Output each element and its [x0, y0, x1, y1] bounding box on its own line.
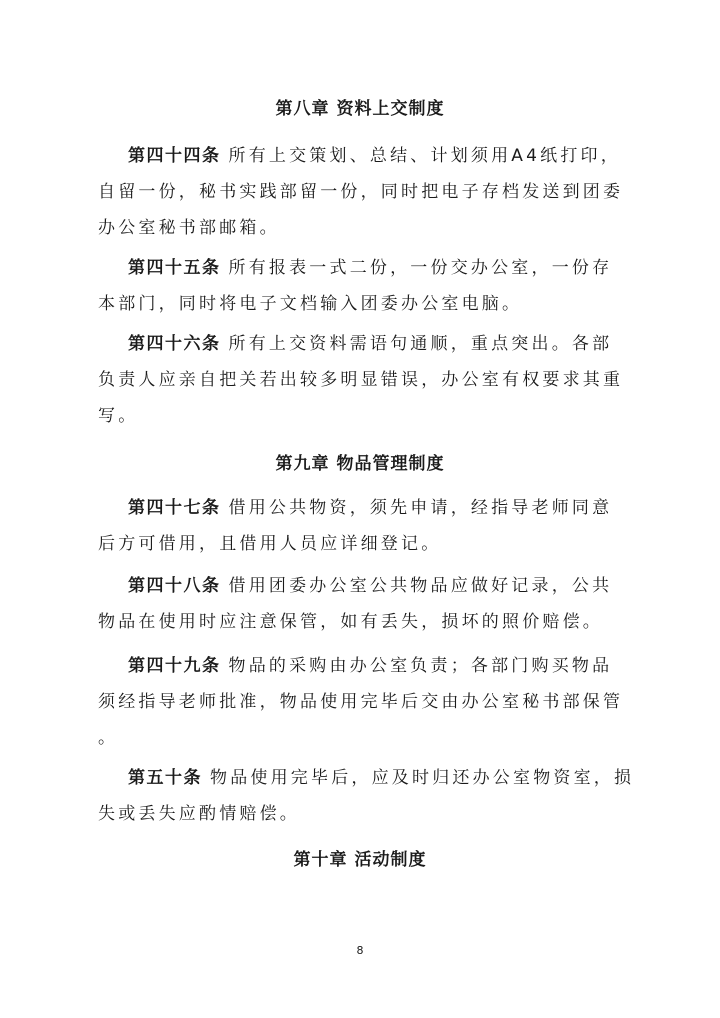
- article-line: 负责人应亲自把关若出较多明显错误，办公室有权要求其重: [98, 370, 624, 390]
- article-line: 后方可借用，且借用人员应详细登记。: [98, 534, 442, 554]
- article-46: [98, 326, 624, 434]
- chapter-heading-10: 第十章 活动制度: [293, 850, 427, 870]
- article-text: 借用团委办公室公共物品应做好记录，公共: [228, 576, 613, 596]
- article-line: [98, 760, 635, 796]
- article-line: 失或丢失应酌情赔偿。: [98, 804, 300, 824]
- article-45: [98, 250, 624, 322]
- article-line: 自留一份，秘书实践部留一份，同时把电子存档发送到团委: [98, 182, 624, 202]
- page-number: 8: [356, 944, 364, 957]
- article-line: [98, 138, 624, 174]
- article-number: 第四十九条: [128, 656, 221, 676]
- article-line: 须经指导老师批准，物品使用完毕后交由办公室秘书部保管: [98, 692, 624, 712]
- article-number: 第四十四条: [128, 146, 221, 166]
- article-number: 第四十七条: [128, 498, 221, 518]
- article-line: [98, 326, 624, 362]
- article-line: 物品在使用时应注意保管，如有丢失，损坏的照价赔偿。: [98, 612, 603, 632]
- chapter-heading-9: 第九章 物品管理制度: [275, 454, 445, 474]
- article-number: 第四十八条: [128, 576, 221, 596]
- article-line: 。: [98, 728, 119, 748]
- article-line: 写。: [98, 406, 139, 426]
- article-text: 物品的采购由办公室负责；各部门购买物品: [228, 656, 613, 676]
- article-line: [98, 568, 624, 604]
- article-number: 第五十条: [128, 768, 202, 788]
- article-line: [98, 648, 624, 684]
- article-44: [98, 138, 624, 246]
- article-text: 所有上交资料需语句通顺，重点突出。各部: [228, 334, 613, 354]
- article-50: [98, 760, 635, 832]
- article-text: 所有报表一式二份，一份交办公室，一份存: [228, 258, 613, 278]
- article-line: [98, 490, 624, 526]
- article-49: [98, 648, 624, 756]
- article-line: 本部门，同时将电子文档输入团委办公室电脑。: [98, 294, 523, 314]
- article-line: [98, 250, 624, 286]
- article-text: 所有上交策划、总结、计划须用A4纸打印，: [228, 146, 621, 166]
- article-number: 第四十六条: [128, 334, 221, 354]
- article-text: 物品使用完毕后，应及时归还办公室物资室，损: [210, 768, 635, 788]
- article-47: [98, 490, 624, 562]
- chapter-heading-8: 第八章 资料上交制度: [275, 99, 445, 119]
- article-48: [98, 568, 624, 640]
- article-line: 办公室秘书部邮箱。: [98, 218, 280, 238]
- article-number: 第四十五条: [128, 258, 221, 278]
- article-text: 借用公共物资，须先申请，经指导老师同意: [228, 498, 613, 518]
